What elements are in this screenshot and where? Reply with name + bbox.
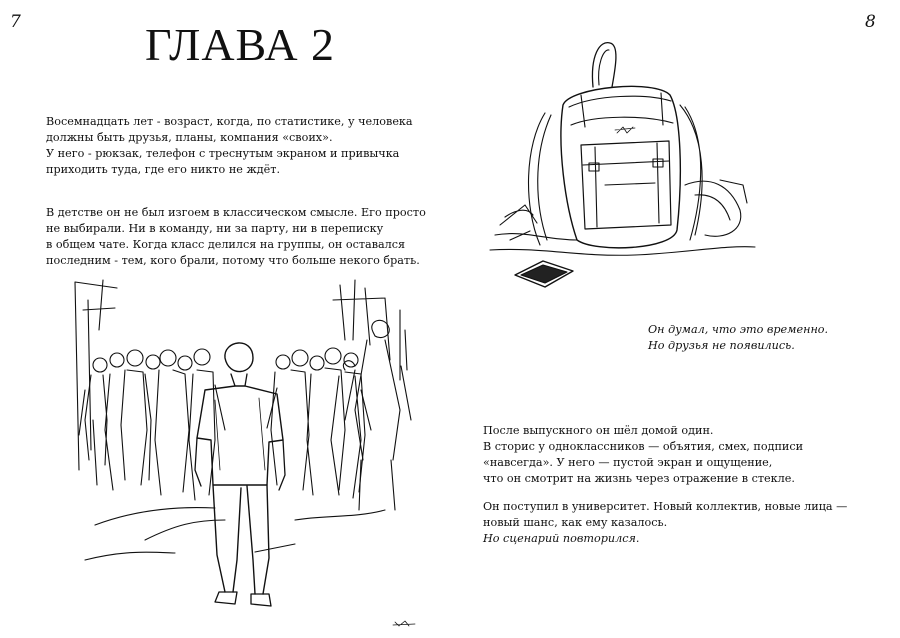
text-line: что он смотрит на жизнь через отражение в стекле. (483, 472, 795, 485)
chapter-title: ГЛАВА 2 (145, 19, 336, 70)
text-line: «навсегда». У него — пустой экран и ощущение, (483, 456, 773, 469)
text-line: приходить туда, где его никто не ждёт. (46, 163, 281, 176)
crowd-sketch-illustration (55, 270, 450, 635)
paragraph-university (483, 499, 847, 547)
text-line: В сторис у одноклассников — объятия, смех, подписи (483, 440, 804, 453)
paragraph-graduation (483, 423, 803, 487)
text-line: Восемнадцать лет - возраст, когда, по статистике, у человека (46, 115, 413, 128)
text-line: последним - тем, кого брали, потому что больше некого брать. (46, 254, 420, 267)
backpack-sketch-illustration (485, 35, 760, 290)
text-line: не выбирали. Ни в команду, ни за парту, ни в переписку (46, 222, 384, 235)
text-line-italic: Но сценарий повторился. (483, 532, 640, 545)
right-page-number: 8 (865, 12, 876, 32)
quote-line: Он думал, что это временно. (648, 323, 829, 336)
text-line: Он поступил в университет. Новый коллектив, новые лица — (483, 500, 848, 513)
text-line: В детстве он не был изгоем в классическом смысле. Его просто (46, 206, 426, 219)
text-line: У него - рюкзак, телефон с треснутым экраном и привычка (46, 147, 400, 160)
quote-line: Но друзья не появились. (648, 339, 795, 352)
text-line: После выпускного он шёл домой один. (483, 424, 714, 437)
text-line: должны быть друзья, планы, компания «своих». (46, 131, 333, 144)
quote-block (648, 322, 828, 354)
paragraph-intro (46, 114, 413, 178)
paragraph-childhood (46, 205, 426, 269)
left-page-number: 7 (10, 12, 21, 32)
text-line: в общем чате. Когда класс делился на группы, он оставался (46, 238, 406, 251)
text-line: новый шанс, как ему казалось. (483, 516, 668, 529)
